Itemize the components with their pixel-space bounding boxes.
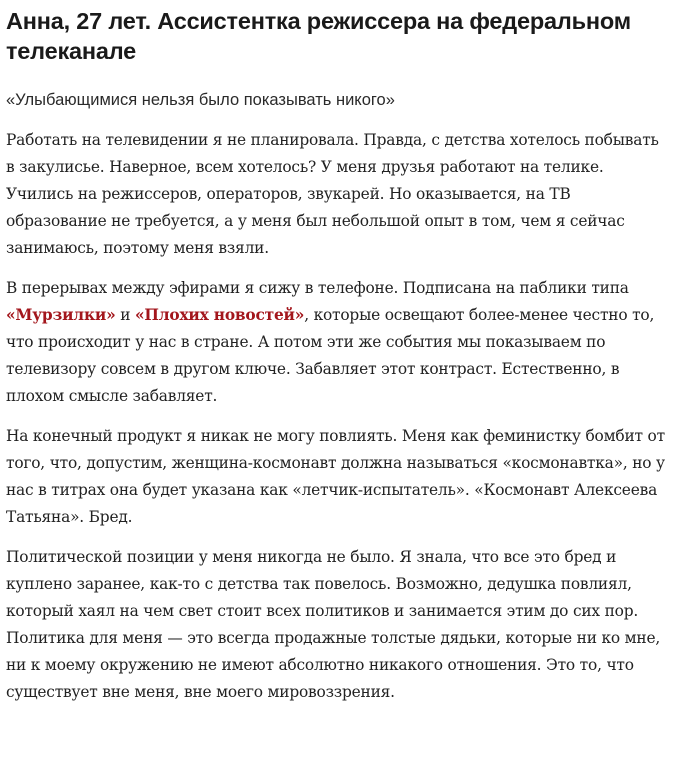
article [6, 6, 670, 706]
paragraph-4: Политической позиции у меня никогда не было. Я знала, что все это бред и куплено заранее, как-то с детства так повелось. Возможно, дедушка повлиял, который хаял на чем свет стоит всех политиков и занимается этим до сих пор. Политика для меня — это всегда продажные толстые дядьки, которые ни ко мне, ни к моему окружению не имеют абсолютно никакого отношения. Это то, что существует вне меня, вне моего мировоззрения. [6, 548, 661, 701]
paragraph-2 [6, 275, 670, 410]
article-subtitle: «Улыбающимися нельзя было показывать никого» [6, 91, 395, 109]
paragraph-2-text-start: В перерывах между эфирами я сижу в телефоне. Подписана на паблики типа [6, 279, 629, 297]
paragraph-3: На конечный продукт я никак не могу повлиять. Меня как феминистку бомбит от того, что, допустим, женщина-космонавт должна называться «космонавтка», но у нас в титрах она будет указана как «летчик-испытатель». «Космонавт Алексеева Татьяна». Бред. [6, 427, 665, 526]
bad-news-link[interactable]: «Плохих новостей» [134, 306, 305, 324]
article-title: Анна, 27 лет. Ассистентка режиссера на федеральном телеканале [6, 8, 631, 64]
paragraph-2-text-middle: и [115, 306, 135, 324]
paragraph-1: Работать на телевидении я не планировала. Правда, с детства хотелось побывать в закулисье. Наверное, всем хотелось? У меня друзья работают на телике. Учились на режиссеров, операторов, звукарей. Но оказывается, на ТВ образование не требуется, а у меня был небольшой опыт в том, чем я сейчас занимаюсь, поэтому меня взяли. [6, 131, 659, 257]
murzilki-link[interactable]: «Мурзилки» [6, 306, 116, 324]
paragraph-2-text-end: , которые освещают более-менее честно то, что происходит у нас в стране. А потом эти же события мы показываем по телевизору совсем в другом ключе. Забавляет этот контраст. Естественно, в плохом смысле забавляет. [6, 306, 655, 405]
